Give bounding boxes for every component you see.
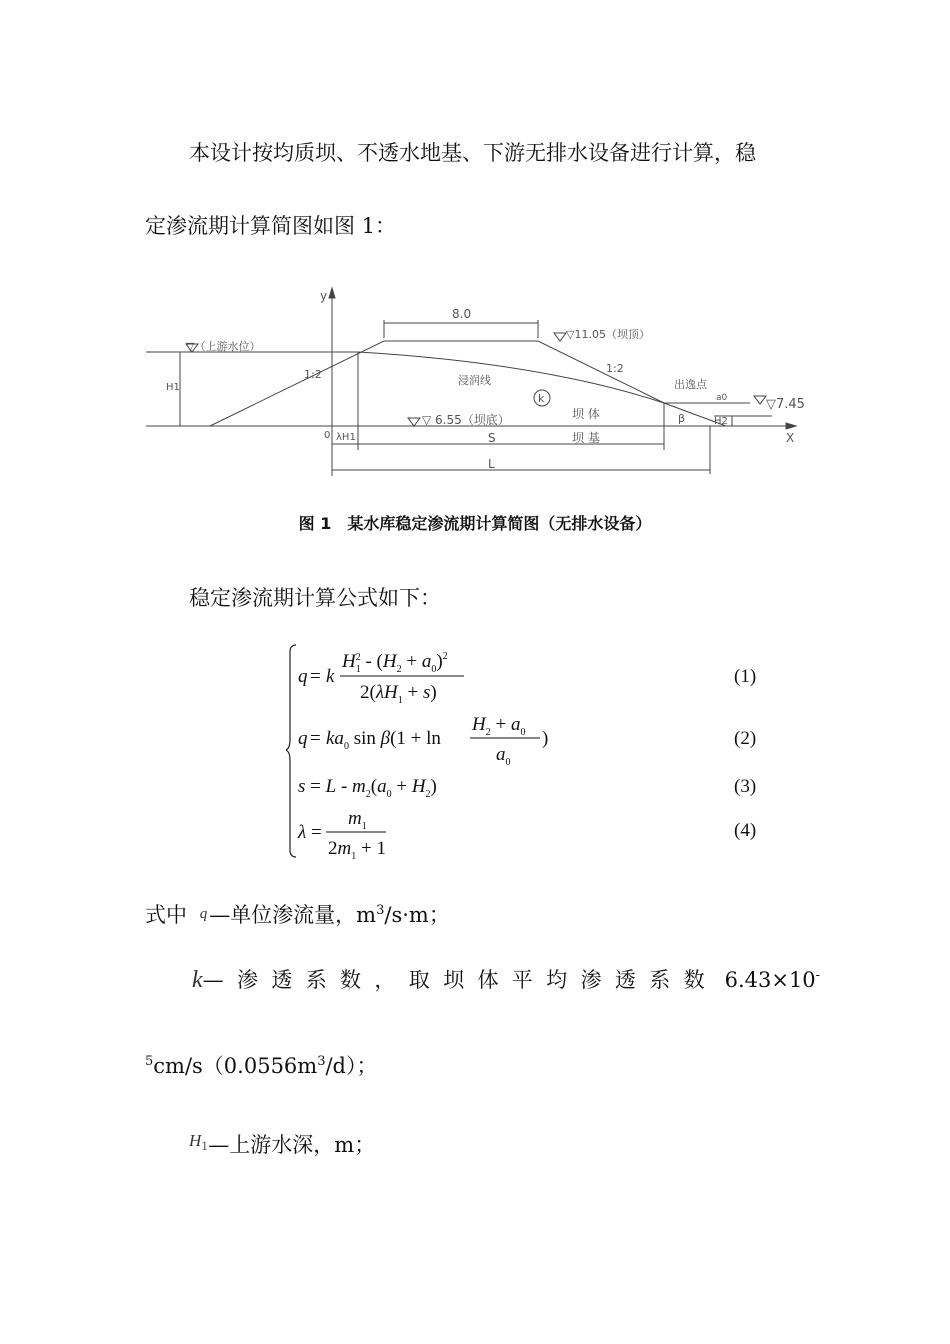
figure-caption: 图 1 某水库稳定渗流期计算简图（无排水设备） xyxy=(298,514,652,533)
l-label: L xyxy=(488,457,495,471)
definition-text: cm/s（0.0556m xyxy=(153,1054,318,1078)
permeability-label: k xyxy=(538,392,545,405)
definition-text: — 渗 透 系 数 ， 取 坝 体 平 均 渗 透 系 数 6.43×10 xyxy=(202,968,816,992)
svg-text:H2 + a0: $H_2 + a_0$ xyxy=(472,714,526,738)
definition-text: —单位渗流量，m xyxy=(209,903,377,927)
definition-k xyxy=(192,962,820,994)
definition-text: —上游水深，m； xyxy=(208,1133,376,1157)
h2-label: H2 xyxy=(714,416,728,427)
base-level-label: ▽ 6.55（坝底） xyxy=(422,413,510,427)
k-symbol: k xyxy=(192,967,203,993)
paragraph-line: 本设计按均质坝、不透水地基、下游无排水设备进行计算，稳 xyxy=(189,141,756,165)
formula-number: (3) xyxy=(734,776,757,797)
superscript: 3 xyxy=(376,903,385,918)
formula-number: (1) xyxy=(734,666,757,687)
subscript: 1 xyxy=(201,1140,209,1153)
downstream-slope-label: 1:2 xyxy=(606,362,624,375)
svg-text:2(λH1 + s): $2(\lambda H_1 + s)$ xyxy=(360,682,437,706)
definition-text: /d）； xyxy=(325,1054,378,1078)
dam-base-label: 坝 基 xyxy=(572,431,600,445)
definition-k-cont xyxy=(145,1048,378,1080)
svg-text:ka0 sin β(1 + ln: $ka_0$ sin β(1 + ln xyxy=(326,728,441,752)
svg-text:=: = xyxy=(310,728,321,749)
svg-text:=: = xyxy=(310,666,321,687)
definition-text: /s·m； xyxy=(384,903,450,927)
a0-label: a0 xyxy=(716,393,728,403)
lambda-h1-label: λH1 xyxy=(336,432,356,443)
svg-text:): ) xyxy=(542,728,549,749)
paragraph-line: 定渗流期计算简图如图 1： xyxy=(145,214,397,238)
y-axis-label: y xyxy=(320,289,328,303)
svg-text:H21 - (H2 + a0)2: $H^2$ $1 - (H_2 + a_0)^2$ xyxy=(342,651,448,675)
svg-text:k: k xyxy=(326,666,335,687)
svg-text:λ =: λ = xyxy=(298,822,322,843)
svg-text:m1: $m_1$ xyxy=(348,808,367,832)
prefix-text: 式中 xyxy=(145,903,187,927)
svg-text:s = L - m2(a0 + H2): $s = L - m_2(a_0 + H_2)$ xyxy=(298,776,437,800)
s-label: S xyxy=(488,431,496,445)
svg-text:a0: $a_0$ xyxy=(496,744,511,768)
h1-label: H1 xyxy=(166,382,180,393)
superscript: 5 xyxy=(145,1054,154,1069)
seepage-diagram xyxy=(140,280,810,480)
definition-q xyxy=(145,897,450,929)
superscript: 3 xyxy=(317,1054,326,1069)
q-symbol: q xyxy=(199,906,208,922)
formula-block xyxy=(286,640,766,865)
formula-number: (4) xyxy=(734,820,757,841)
svg-text:2m1 + 1: $2m_1 + 1$ xyxy=(328,838,386,862)
h1-symbol: H xyxy=(189,1131,202,1150)
crest-level-label: ▽11.05（坝顶） xyxy=(566,328,650,341)
definition-h1 xyxy=(189,1127,375,1161)
tailwater-level-label: ▽7.45 xyxy=(766,397,805,412)
upstream-level-label: ▽（上游水位） xyxy=(186,340,261,353)
formula-intro: 稳定渗流期计算公式如下： xyxy=(189,586,441,610)
origin-label: 0 xyxy=(324,430,331,441)
crest-width-label: 8.0 xyxy=(452,307,472,321)
phreatic-line-label: 浸润线 xyxy=(458,374,491,387)
dam-body-label: 坝 体 xyxy=(572,407,600,421)
formula-number: (2) xyxy=(734,728,757,749)
superscript: - xyxy=(815,968,821,983)
escape-point-label: 出逸点 xyxy=(674,378,707,391)
x-axis-label: X xyxy=(786,431,795,445)
beta-label: β xyxy=(678,412,686,425)
svg-text:q: q xyxy=(298,666,308,687)
upstream-slope-label: 1:2 xyxy=(304,368,322,381)
svg-text:q: q xyxy=(298,728,308,749)
